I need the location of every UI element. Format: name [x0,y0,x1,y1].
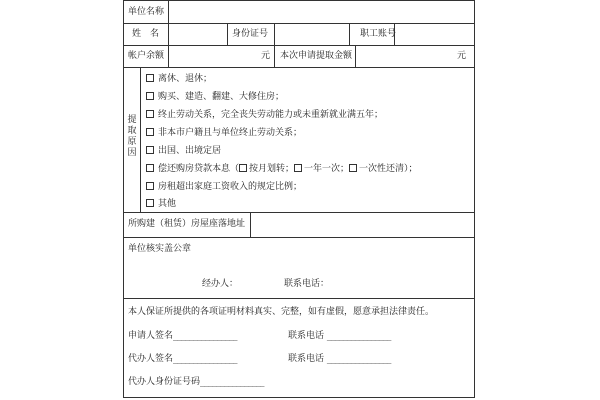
col-divider [168,1,169,67]
id-number-field[interactable] [276,25,348,43]
col-divider [250,212,251,237]
handler-label: 经办人： [202,279,239,289]
col-divider [274,45,275,67]
reason-terminate-labor-checkbox[interactable] [146,110,154,118]
name-field[interactable] [170,25,226,43]
employee-account-field[interactable] [396,25,472,43]
reason-house-purchase-checkbox[interactable] [146,92,154,100]
reason-other-checkbox[interactable] [146,199,154,207]
withdraw-amount-field[interactable] [357,47,457,65]
reason-loan-repayment-checkbox[interactable] [146,164,154,172]
unit-name-field[interactable] [170,3,472,21]
reason-house-purchase: 购买、建造、翻建、大修住房； [146,92,284,103]
row-divider [124,23,474,24]
reason-emigrate: 出国、出境定居 [146,146,221,157]
reason-non-local-checkbox[interactable] [146,128,154,136]
row-divider [124,212,474,213]
id-number-label: 身份证号 [232,29,269,39]
employee-account-label: 职工账号 [360,29,397,39]
unit-verify-label: 单位核实盖公章 [128,244,192,254]
col-divider [274,23,275,45]
col-divider [349,23,350,45]
row-divider [124,67,474,68]
house-address-label: 所购建（租赁）房屋座落地址 [128,219,246,229]
reason-terminate-labor: 终止劳动关系，完全丧失劳动能力或未重新就业满五年； [146,110,383,121]
withdraw-unit: 元 [457,51,467,61]
reason-non-local: 非本市户籍且与单位终止劳动关系； [146,128,302,139]
reason-other: 其他 [146,199,176,210]
col-divider [355,45,356,67]
reason-retire: 离休、退休； [146,74,212,85]
row-divider [124,45,474,46]
unit-contact-label: 联系电话： [284,279,330,289]
col-divider [227,23,228,45]
reason-loan-repayment: 偿还购房贷款本息（ 按月划转； 一年一次； 一次性还清）； [146,164,418,175]
agent-signature[interactable]: 代办人签名________________ [128,354,238,364]
yearly-once-checkbox[interactable] [294,164,302,172]
agent-id-number[interactable]: 代办人身份证号码________________ [128,377,265,387]
monthly-transfer-checkbox[interactable] [239,164,247,172]
balance-unit: 元 [261,51,271,61]
withdrawal-application-form [123,0,475,398]
balance-label: 帐户余额 [128,51,165,61]
row-divider [124,298,474,299]
guarantee-statement: 本人保证所提供的各项证明材料真实、完整，如有虚假，愿意承担法律责任。 [128,307,435,317]
agent-phone[interactable]: 联系电话 ________________ [288,354,391,364]
reason-retire-checkbox[interactable] [146,74,154,82]
lump-sum-checkbox[interactable] [349,164,357,172]
reason-rent: 房租超出家庭工资收入的规定比例； [146,182,302,193]
reason-emigrate-checkbox[interactable] [146,146,154,154]
reason-section-label: 提 取 原 因 [127,115,137,158]
row-divider [124,237,474,238]
applicant-phone[interactable]: 联系电话 ________________ [288,331,391,341]
house-address-field[interactable] [252,214,472,235]
balance-field[interactable] [170,47,260,65]
unit-name-label: 单位名称 [128,7,165,17]
applicant-signature[interactable]: 申请人签名________________ [128,331,238,341]
col-divider [140,67,141,212]
reason-rent-checkbox[interactable] [146,182,154,190]
name-label: 姓 名 [132,29,160,39]
withdraw-amount-label: 本次申请提取金额 [280,51,353,61]
